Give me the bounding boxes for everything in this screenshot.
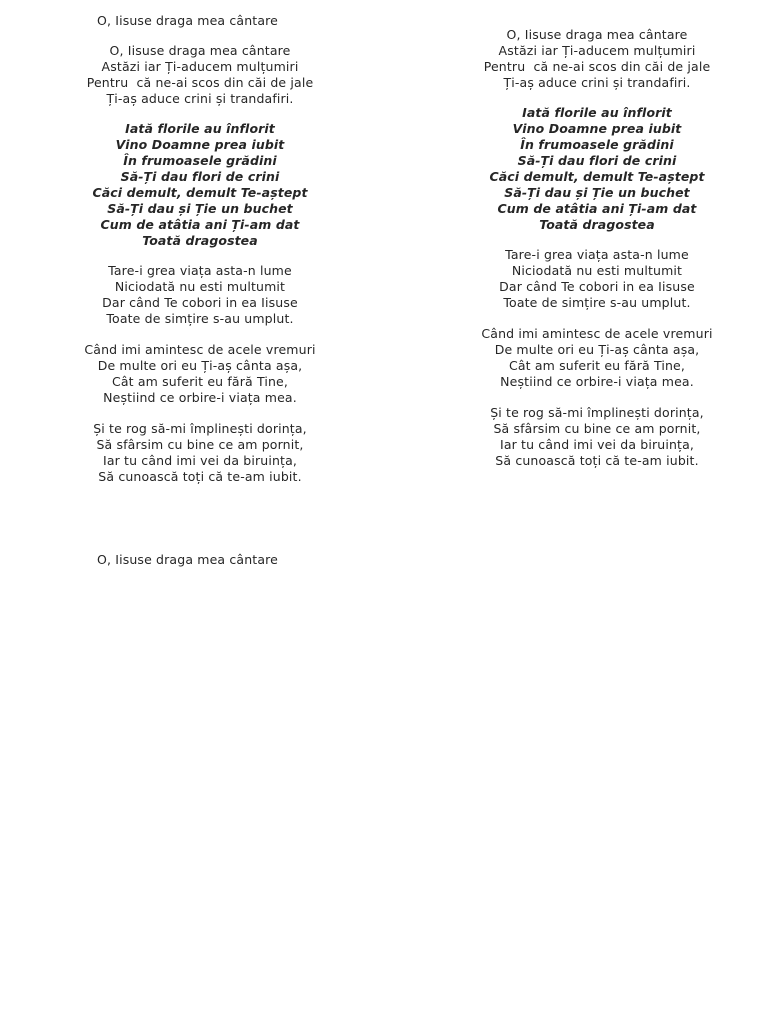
left-verse2-line: Tare-i grea viața asta-n lume — [108, 263, 292, 278]
left-chorus-line: Iată florile au înflorit — [125, 121, 275, 136]
left-chorus-line: Toată dragostea — [142, 233, 258, 248]
left-chorus-line: Să-Ți dau flori de crini — [120, 169, 280, 184]
left-verse1-line: Astăzi iar Ți-aducem mulțumiri — [101, 59, 299, 74]
right-verse4-line: Și te rog să-mi împlinești dorința, — [490, 405, 704, 420]
left-chorus-line: În frumoasele grădini — [123, 153, 277, 168]
left-verse4-line: Iar tu când imi vei da biruința, — [102, 453, 298, 468]
left-verse3-line: Cât am suferit eu fără Tine, — [111, 374, 289, 389]
right-verse4-line: Să sfârsim cu bine ce am pornit, — [493, 421, 701, 436]
left-chorus-line: Să-Ți dau și Ție un buchet — [107, 201, 293, 216]
right-chorus-line: Toată dragostea — [539, 217, 655, 232]
left-chorus-line: Vino Doamne prea iubit — [115, 137, 285, 152]
right-chorus-line: Să-Ți dau flori de crini — [517, 153, 677, 168]
right-verse3-line: De multe ori eu Ți-aș cânta așa, — [494, 342, 700, 357]
right-verse3-line: Cât am suferit eu fără Tine, — [508, 358, 686, 373]
left-verse1-line: Ți-aș aduce crini și trandafiri. — [106, 91, 294, 106]
right-verse1-line: Astăzi iar Ți-aducem mulțumiri — [498, 43, 696, 58]
right-verse1-line: Ți-aș aduce crini și trandafiri. — [503, 75, 691, 90]
left-verse4-line: Să sfârsim cu bine ce am pornit, — [96, 437, 304, 452]
right-chorus-line: În frumoasele grădini — [520, 137, 674, 152]
left-verse3-line: De multe ori eu Ți-aș cânta așa, — [97, 358, 303, 373]
left-verse4-line: Să cunoască toți că te-am iubit. — [98, 469, 302, 484]
right-chorus-line: Vino Doamne prea iubit — [512, 121, 682, 136]
right-verse4-line: Să cunoască toți că te-am iubit. — [495, 453, 699, 468]
left-verse1-line: O, Iisuse draga mea cântare — [109, 43, 291, 58]
right-verse2-line: Dar când Te cobori in ea Iisuse — [499, 279, 695, 294]
page-title-bottom: O, Iisuse draga mea cântare — [97, 552, 278, 567]
left-verse3-line: Când imi amintesc de acele vremuri — [84, 342, 316, 357]
right-verse2-line: Toate de simțire s-au umplut. — [503, 295, 691, 310]
left-verse2-line: Toate de simțire s-au umplut. — [106, 311, 294, 326]
left-verse3-line: Neștiind ce orbire-i viața mea. — [103, 390, 297, 405]
left-verse2-line: Niciodată nu esti multumit — [114, 279, 286, 294]
right-chorus-line: Cum de atâtia ani Ți-am dat — [497, 201, 697, 216]
right-chorus-line: Căci demult, demult Te-aștept — [489, 169, 705, 184]
right-verse1-line: Pentru că ne-ai scos din căi de jale — [483, 59, 711, 74]
left-verse1-line: Pentru că ne-ai scos din căi de jale — [86, 75, 314, 90]
left-chorus-line: Căci demult, demult Te-aștept — [92, 185, 308, 200]
left-chorus-line: Cum de atâtia ani Ți-am dat — [100, 217, 300, 232]
right-verse2-line: Niciodată nu esti multumit — [511, 263, 683, 278]
page-title-top: O, Iisuse draga mea cântare — [97, 13, 278, 28]
right-verse3-line: Neștiind ce orbire-i viața mea. — [500, 374, 694, 389]
right-chorus-line: Să-Ți dau și Ție un buchet — [504, 185, 690, 200]
left-verse2-line: Dar când Te cobori in ea Iisuse — [102, 295, 298, 310]
right-chorus-line: Iată florile au înflorit — [522, 105, 672, 120]
right-verse1-line: O, Iisuse draga mea cântare — [506, 27, 688, 42]
right-verse3-line: Când imi amintesc de acele vremuri — [481, 326, 713, 341]
right-verse2-line: Tare-i grea viața asta-n lume — [505, 247, 689, 262]
left-verse4-line: Și te rog să-mi împlinești dorința, — [93, 421, 307, 436]
right-verse4-line: Iar tu când imi vei da biruința, — [499, 437, 695, 452]
